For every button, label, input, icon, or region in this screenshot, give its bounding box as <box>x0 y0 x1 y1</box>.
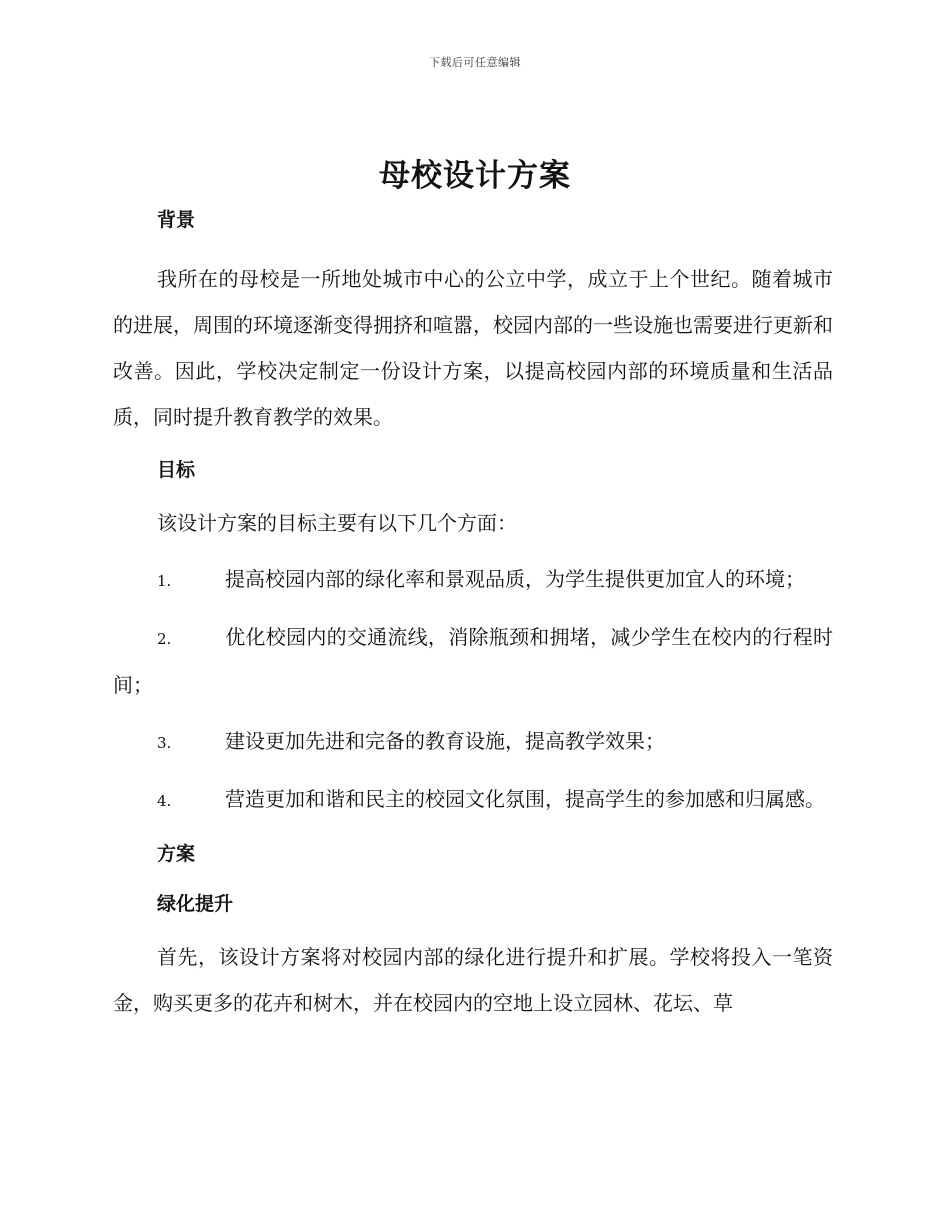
background-paragraph: 我所在的母校是一所地处城市中心的公立中学，成立于上个世纪。随着城市的进展，周围的环境逐渐变得拥挤和喧嚣，校园内部的一些设施也需要进行更新和改善。因此，学校决定制定一份设计方案，以提高校园内部的环境质量和生活品质，同时提升教育教学的效果。 <box>113 267 833 429</box>
goal-item-number: 4. <box>157 792 172 810</box>
header-note: 下载后可任意编辑 <box>429 56 521 69</box>
goal-item-number: 1. <box>157 572 172 590</box>
subheading-greening: 绿化提升 <box>157 893 234 915</box>
goal-item <box>113 556 833 604</box>
document-body <box>113 200 833 1026</box>
goal-item-text: 建设更加先进和完备的教育设施，提高教学效果； <box>225 729 665 753</box>
goal-item-number: 2. <box>157 630 172 648</box>
goal-item-text: 营造更加和谐和民主的校园文化氛围，提高学生的参加感和归属感。 <box>225 787 825 811</box>
goal-item-text: 优化校园内的交通流线，消除瓶颈和拥堵，减少学生在校内的行程时间； <box>113 625 833 697</box>
goal-item <box>113 776 833 824</box>
document-title: 母校设计方案 <box>379 158 571 194</box>
greening-paragraph: 首先，该设计方案将对校园内部的绿化进行提升和扩展。学校将投入一笔资金，购买更多的花卉和树木，并在校园内的空地上设立园林、花坛、草 <box>113 945 833 1015</box>
goal-item-text: 提高校园内部的绿化率和景观品质，为学生提供更加宜人的环境； <box>225 567 805 591</box>
goal-item-number: 3. <box>157 734 172 752</box>
goals-intro: 该设计方案的目标主要有以下几个方面： <box>157 511 517 535</box>
goal-item <box>113 718 833 766</box>
section-heading-plan: 方案 <box>157 843 196 865</box>
section-heading-background: 背景 <box>157 209 196 231</box>
section-heading-goals: 目标 <box>157 459 196 481</box>
goal-item <box>113 614 833 708</box>
